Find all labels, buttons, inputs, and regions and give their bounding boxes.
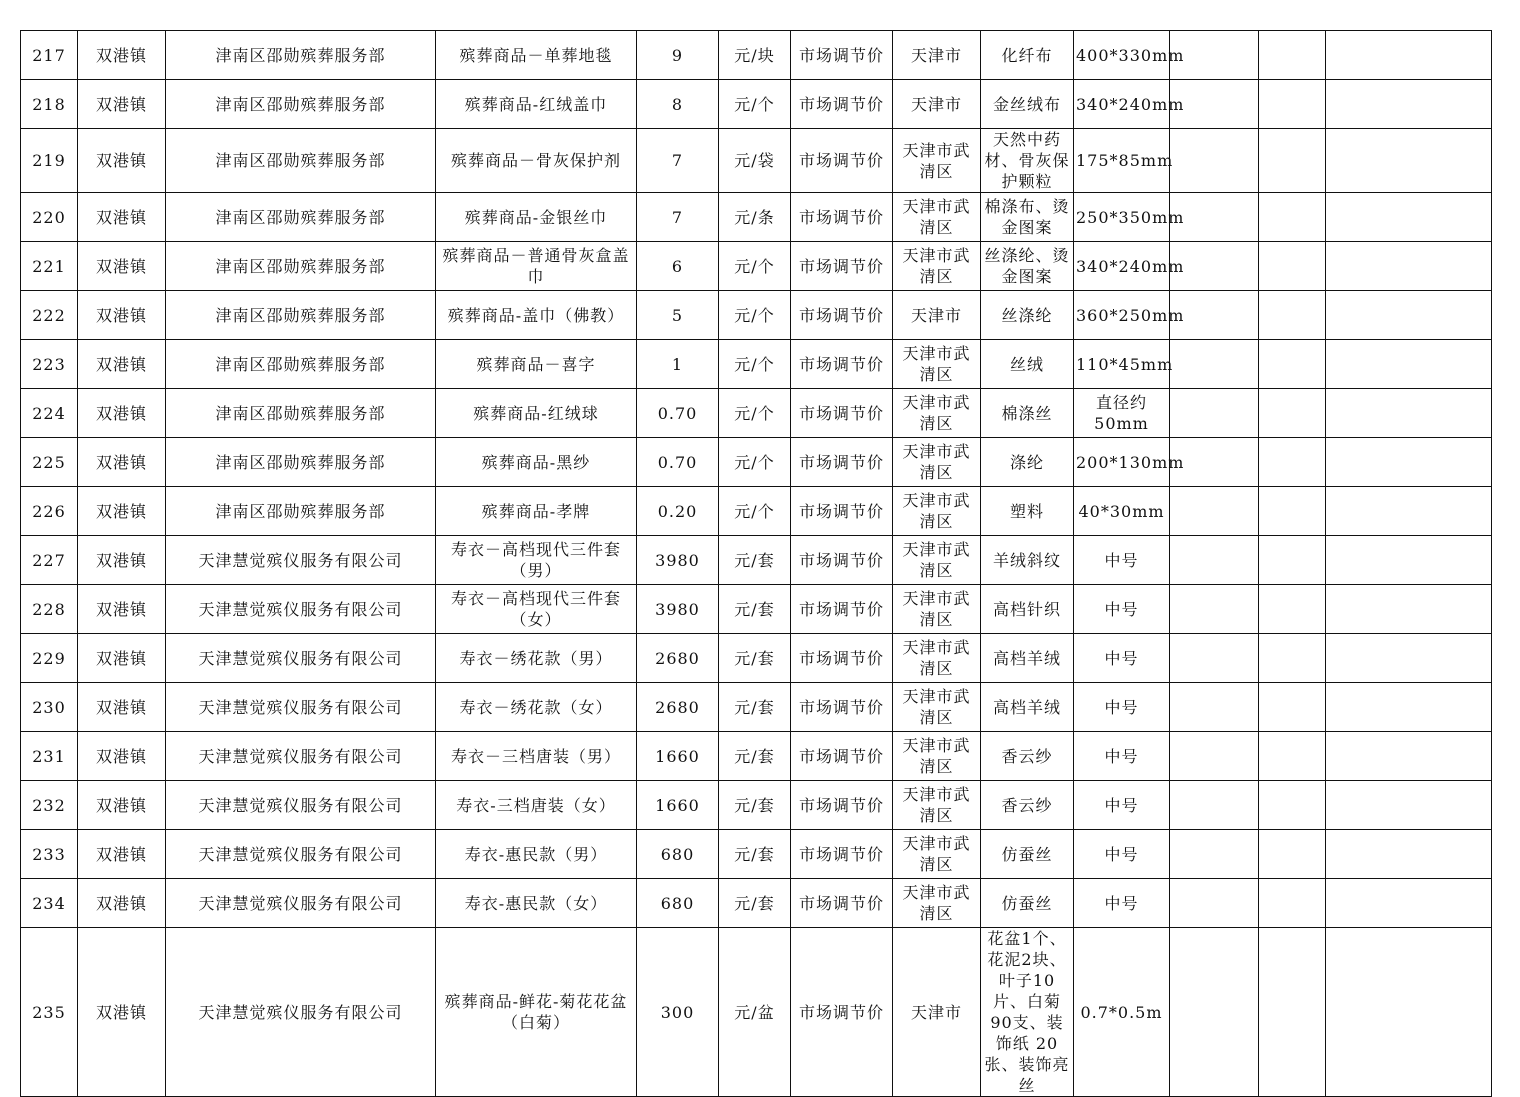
- origin-cell: 天津市武清区: [893, 340, 981, 389]
- material-cell: 高档针织: [981, 585, 1074, 634]
- company-cell: 天津慧觉殡仪服务有限公司: [166, 928, 436, 1097]
- row-number-cell: 231: [21, 732, 78, 781]
- origin-cell: 天津市武清区: [893, 193, 981, 242]
- price-cell: 2680: [637, 634, 719, 683]
- company-cell: 天津慧觉殡仪服务有限公司: [166, 732, 436, 781]
- empty-cell: [1259, 879, 1326, 928]
- table-row: [21, 291, 1492, 340]
- unit-cell: 元/个: [719, 291, 791, 340]
- table-row: [21, 31, 1492, 80]
- product-cell: 寿衣-惠民款（女）: [436, 879, 637, 928]
- company-cell: 津南区邵勋殡葬服务部: [166, 31, 436, 80]
- empty-cell: [1170, 340, 1259, 389]
- table-row: [21, 585, 1492, 634]
- origin-cell: 天津市武清区: [893, 438, 981, 487]
- unit-cell: 元/个: [719, 80, 791, 129]
- unit-cell: 元/套: [719, 830, 791, 879]
- price-type-cell: 市场调节价: [791, 291, 893, 340]
- material-cell: 羊绒斜纹: [981, 536, 1074, 585]
- table-row: [21, 193, 1492, 242]
- company-cell: 津南区邵勋殡葬服务部: [166, 340, 436, 389]
- town-cell: 双港镇: [78, 438, 166, 487]
- town-cell: 双港镇: [78, 193, 166, 242]
- product-cell: 殡葬商品-盖巾（佛教）: [436, 291, 637, 340]
- origin-cell: 天津市: [893, 928, 981, 1097]
- empty-cell: [1326, 80, 1492, 129]
- spec-cell: 中号: [1074, 683, 1170, 732]
- empty-cell: [1170, 129, 1259, 193]
- price-cell: 300: [637, 928, 719, 1097]
- product-cell: 寿衣-惠民款（男）: [436, 830, 637, 879]
- material-cell: 高档羊绒: [981, 634, 1074, 683]
- unit-cell: 元/个: [719, 438, 791, 487]
- row-number-cell: 232: [21, 781, 78, 830]
- empty-cell: [1326, 634, 1492, 683]
- origin-cell: 天津市武清区: [893, 781, 981, 830]
- empty-cell: [1326, 31, 1492, 80]
- origin-cell: 天津市武清区: [893, 242, 981, 291]
- company-cell: 津南区邵勋殡葬服务部: [166, 129, 436, 193]
- price-cell: 680: [637, 879, 719, 928]
- product-cell: 殡葬商品-金银丝巾: [436, 193, 637, 242]
- material-cell: 高档羊绒: [981, 683, 1074, 732]
- price-type-cell: 市场调节价: [791, 340, 893, 389]
- origin-cell: 天津市武清区: [893, 487, 981, 536]
- town-cell: 双港镇: [78, 242, 166, 291]
- empty-cell: [1326, 536, 1492, 585]
- unit-cell: 元/套: [719, 732, 791, 781]
- empty-cell: [1326, 389, 1492, 438]
- row-number-cell: 222: [21, 291, 78, 340]
- origin-cell: 天津市武清区: [893, 536, 981, 585]
- empty-cell: [1170, 928, 1259, 1097]
- spec-cell: 中号: [1074, 830, 1170, 879]
- empty-cell: [1326, 193, 1492, 242]
- company-cell: 天津慧觉殡仪服务有限公司: [166, 536, 436, 585]
- empty-cell: [1259, 732, 1326, 781]
- table-row: [21, 389, 1492, 438]
- material-cell: 天然中药材、骨灰保护颗粒: [981, 129, 1074, 193]
- table-row: [21, 928, 1492, 1097]
- empty-cell: [1170, 781, 1259, 830]
- unit-cell: 元/袋: [719, 129, 791, 193]
- empty-cell: [1326, 732, 1492, 781]
- empty-cell: [1326, 487, 1492, 536]
- price-cell: 3980: [637, 536, 719, 585]
- company-cell: 津南区邵勋殡葬服务部: [166, 193, 436, 242]
- town-cell: 双港镇: [78, 683, 166, 732]
- material-cell: 仿蚕丝: [981, 830, 1074, 879]
- origin-cell: 天津市武清区: [893, 732, 981, 781]
- product-cell: 寿衣－绣花款（女）: [436, 683, 637, 732]
- price-type-cell: 市场调节价: [791, 585, 893, 634]
- price-type-cell: 市场调节价: [791, 683, 893, 732]
- town-cell: 双港镇: [78, 879, 166, 928]
- spec-cell: 中号: [1074, 879, 1170, 928]
- empty-cell: [1326, 683, 1492, 732]
- row-number-cell: 233: [21, 830, 78, 879]
- empty-cell: [1326, 928, 1492, 1097]
- table-row: [21, 781, 1492, 830]
- product-cell: 寿衣－三档唐装（男）: [436, 732, 637, 781]
- product-cell: 殡葬商品-红绒球: [436, 389, 637, 438]
- empty-cell: [1259, 129, 1326, 193]
- product-cell: 寿衣-三档唐装（女）: [436, 781, 637, 830]
- empty-cell: [1326, 879, 1492, 928]
- spec-cell: 250*350mm: [1074, 193, 1170, 242]
- company-cell: 天津慧觉殡仪服务有限公司: [166, 830, 436, 879]
- spec-cell: 中号: [1074, 634, 1170, 683]
- empty-cell: [1259, 928, 1326, 1097]
- origin-cell: 天津市武清区: [893, 879, 981, 928]
- town-cell: 双港镇: [78, 830, 166, 879]
- company-cell: 津南区邵勋殡葬服务部: [166, 242, 436, 291]
- table-row: [21, 129, 1492, 193]
- product-cell: 殡葬商品-孝牌: [436, 487, 637, 536]
- empty-cell: [1326, 291, 1492, 340]
- row-number-cell: 230: [21, 683, 78, 732]
- price-cell: 1: [637, 340, 719, 389]
- table-row: [21, 487, 1492, 536]
- table-row: [21, 830, 1492, 879]
- spec-cell: 40*30mm: [1074, 487, 1170, 536]
- price-type-cell: 市场调节价: [791, 536, 893, 585]
- price-type-cell: 市场调节价: [791, 781, 893, 830]
- product-cell: 殡葬商品-黑纱: [436, 438, 637, 487]
- town-cell: 双港镇: [78, 536, 166, 585]
- unit-cell: 元/套: [719, 536, 791, 585]
- empty-cell: [1259, 683, 1326, 732]
- price-cell: 680: [637, 830, 719, 879]
- spec-cell: 中号: [1074, 585, 1170, 634]
- spec-cell: 中号: [1074, 732, 1170, 781]
- town-cell: 双港镇: [78, 928, 166, 1097]
- unit-cell: 元/个: [719, 389, 791, 438]
- unit-cell: 元/套: [719, 683, 791, 732]
- material-cell: 丝绒: [981, 340, 1074, 389]
- empty-cell: [1259, 487, 1326, 536]
- empty-cell: [1326, 340, 1492, 389]
- origin-cell: 天津市武清区: [893, 129, 981, 193]
- empty-cell: [1326, 585, 1492, 634]
- price-cell: 9: [637, 31, 719, 80]
- table-row: [21, 80, 1492, 129]
- empty-cell: [1259, 634, 1326, 683]
- price-cell: 2680: [637, 683, 719, 732]
- table-row: [21, 340, 1492, 389]
- town-cell: 双港镇: [78, 732, 166, 781]
- row-number-cell: 234: [21, 879, 78, 928]
- price-type-cell: 市场调节价: [791, 31, 893, 80]
- empty-cell: [1326, 438, 1492, 487]
- unit-cell: 元/个: [719, 242, 791, 291]
- empty-cell: [1326, 830, 1492, 879]
- price-cell: 7: [637, 129, 719, 193]
- town-cell: 双港镇: [78, 781, 166, 830]
- town-cell: 双港镇: [78, 389, 166, 438]
- row-number-cell: 229: [21, 634, 78, 683]
- empty-cell: [1170, 732, 1259, 781]
- spec-cell: 110*45mm: [1074, 340, 1170, 389]
- empty-cell: [1170, 879, 1259, 928]
- price-cell: 1660: [637, 781, 719, 830]
- table-row: [21, 242, 1492, 291]
- price-type-cell: 市场调节价: [791, 129, 893, 193]
- town-cell: 双港镇: [78, 585, 166, 634]
- spec-cell: 400*330mm: [1074, 31, 1170, 80]
- row-number-cell: 226: [21, 487, 78, 536]
- price-cell: 1660: [637, 732, 719, 781]
- origin-cell: 天津市武清区: [893, 830, 981, 879]
- town-cell: 双港镇: [78, 31, 166, 80]
- origin-cell: 天津市武清区: [893, 634, 981, 683]
- table-row: [21, 438, 1492, 487]
- company-cell: 天津慧觉殡仪服务有限公司: [166, 585, 436, 634]
- unit-cell: 元/套: [719, 585, 791, 634]
- row-number-cell: 225: [21, 438, 78, 487]
- empty-cell: [1259, 536, 1326, 585]
- empty-cell: [1259, 389, 1326, 438]
- price-cell: 5: [637, 291, 719, 340]
- table-row: [21, 536, 1492, 585]
- material-cell: 塑料: [981, 487, 1074, 536]
- material-cell: 涤纶: [981, 438, 1074, 487]
- row-number-cell: 224: [21, 389, 78, 438]
- price-type-cell: 市场调节价: [791, 487, 893, 536]
- town-cell: 双港镇: [78, 129, 166, 193]
- price-cell: 3980: [637, 585, 719, 634]
- price-cell: 0.70: [637, 438, 719, 487]
- origin-cell: 天津市: [893, 31, 981, 80]
- empty-cell: [1259, 781, 1326, 830]
- product-cell: 殡葬商品－骨灰保护剂: [436, 129, 637, 193]
- spec-cell: 0.7*0.5m: [1074, 928, 1170, 1097]
- material-cell: 金丝绒布: [981, 80, 1074, 129]
- empty-cell: [1170, 830, 1259, 879]
- spec-cell: 中号: [1074, 536, 1170, 585]
- empty-cell: [1259, 193, 1326, 242]
- town-cell: 双港镇: [78, 291, 166, 340]
- empty-cell: [1259, 291, 1326, 340]
- spec-cell: 200*130mm: [1074, 438, 1170, 487]
- origin-cell: 天津市武清区: [893, 683, 981, 732]
- table-row: [21, 683, 1492, 732]
- origin-cell: 天津市: [893, 291, 981, 340]
- empty-cell: [1170, 683, 1259, 732]
- unit-cell: 元/盆: [719, 928, 791, 1097]
- spec-cell: 直径约50mm: [1074, 389, 1170, 438]
- empty-cell: [1259, 340, 1326, 389]
- table-row: [21, 634, 1492, 683]
- empty-cell: [1259, 830, 1326, 879]
- spec-cell: 360*250mm: [1074, 291, 1170, 340]
- material-cell: 香云纱: [981, 732, 1074, 781]
- row-number-cell: 228: [21, 585, 78, 634]
- empty-cell: [1326, 129, 1492, 193]
- empty-cell: [1170, 487, 1259, 536]
- row-number-cell: 235: [21, 928, 78, 1097]
- town-cell: 双港镇: [78, 340, 166, 389]
- empty-cell: [1170, 585, 1259, 634]
- unit-cell: 元/块: [719, 31, 791, 80]
- table-body: [21, 31, 1492, 1097]
- product-cell: 殡葬商品-鲜花-菊花花盆（白菊）: [436, 928, 637, 1097]
- company-cell: 天津慧觉殡仪服务有限公司: [166, 683, 436, 732]
- material-cell: 仿蚕丝: [981, 879, 1074, 928]
- empty-cell: [1259, 80, 1326, 129]
- table-row: [21, 732, 1492, 781]
- price-type-cell: 市场调节价: [791, 830, 893, 879]
- product-cell: 殡葬商品－普通骨灰盒盖巾: [436, 242, 637, 291]
- spec-cell: 中号: [1074, 781, 1170, 830]
- company-cell: 天津慧觉殡仪服务有限公司: [166, 634, 436, 683]
- row-number-cell: 220: [21, 193, 78, 242]
- origin-cell: 天津市武清区: [893, 585, 981, 634]
- spec-cell: 340*240mm: [1074, 80, 1170, 129]
- table-row: [21, 879, 1492, 928]
- spec-cell: 175*85mm: [1074, 129, 1170, 193]
- material-cell: 花盆1个、花泥2块、叶子10片、白菊90支、装饰纸 20 张、装饰亮丝: [981, 928, 1074, 1097]
- price-type-cell: 市场调节价: [791, 193, 893, 242]
- empty-cell: [1259, 438, 1326, 487]
- price-type-cell: 市场调节价: [791, 879, 893, 928]
- price-type-cell: 市场调节价: [791, 242, 893, 291]
- origin-cell: 天津市武清区: [893, 389, 981, 438]
- price-cell: 6: [637, 242, 719, 291]
- empty-cell: [1170, 634, 1259, 683]
- company-cell: 天津慧觉殡仪服务有限公司: [166, 781, 436, 830]
- unit-cell: 元/个: [719, 340, 791, 389]
- price-cell: 8: [637, 80, 719, 129]
- empty-cell: [1170, 389, 1259, 438]
- price-cell: 7: [637, 193, 719, 242]
- product-cell: 寿衣－高档现代三件套（女）: [436, 585, 637, 634]
- row-number-cell: 221: [21, 242, 78, 291]
- company-cell: 津南区邵勋殡葬服务部: [166, 389, 436, 438]
- price-type-cell: 市场调节价: [791, 389, 893, 438]
- price-cell: 0.20: [637, 487, 719, 536]
- product-cell: 殡葬商品－喜字: [436, 340, 637, 389]
- empty-cell: [1259, 242, 1326, 291]
- empty-cell: [1259, 585, 1326, 634]
- material-cell: 丝涤纶、烫金图案: [981, 242, 1074, 291]
- company-cell: 津南区邵勋殡葬服务部: [166, 291, 436, 340]
- material-cell: 丝涤纶: [981, 291, 1074, 340]
- company-cell: 津南区邵勋殡葬服务部: [166, 487, 436, 536]
- town-cell: 双港镇: [78, 634, 166, 683]
- empty-cell: [1259, 31, 1326, 80]
- product-cell: 殡葬商品-红绒盖巾: [436, 80, 637, 129]
- price-type-cell: 市场调节价: [791, 634, 893, 683]
- product-cell: 殡葬商品－单葬地毯: [436, 31, 637, 80]
- product-cell: 寿衣－高档现代三件套（男）: [436, 536, 637, 585]
- row-number-cell: 217: [21, 31, 78, 80]
- empty-cell: [1326, 781, 1492, 830]
- material-cell: 化纤布: [981, 31, 1074, 80]
- price-table: [20, 30, 1492, 1097]
- row-number-cell: 218: [21, 80, 78, 129]
- empty-cell: [1326, 242, 1492, 291]
- material-cell: 棉涤丝: [981, 389, 1074, 438]
- unit-cell: 元/套: [719, 634, 791, 683]
- company-cell: 津南区邵勋殡葬服务部: [166, 80, 436, 129]
- price-cell: 0.70: [637, 389, 719, 438]
- row-number-cell: 219: [21, 129, 78, 193]
- empty-cell: [1170, 536, 1259, 585]
- price-type-cell: 市场调节价: [791, 928, 893, 1097]
- unit-cell: 元/套: [719, 781, 791, 830]
- material-cell: 棉涤布、烫金图案: [981, 193, 1074, 242]
- origin-cell: 天津市: [893, 80, 981, 129]
- spec-cell: 340*240mm: [1074, 242, 1170, 291]
- unit-cell: 元/条: [719, 193, 791, 242]
- price-type-cell: 市场调节价: [791, 438, 893, 487]
- company-cell: 津南区邵勋殡葬服务部: [166, 438, 436, 487]
- row-number-cell: 223: [21, 340, 78, 389]
- company-cell: 天津慧觉殡仪服务有限公司: [166, 879, 436, 928]
- product-cell: 寿衣－绣花款（男）: [436, 634, 637, 683]
- unit-cell: 元/套: [719, 879, 791, 928]
- row-number-cell: 227: [21, 536, 78, 585]
- town-cell: 双港镇: [78, 80, 166, 129]
- unit-cell: 元/个: [719, 487, 791, 536]
- price-type-cell: 市场调节价: [791, 80, 893, 129]
- town-cell: 双港镇: [78, 487, 166, 536]
- material-cell: 香云纱: [981, 781, 1074, 830]
- price-type-cell: 市场调节价: [791, 732, 893, 781]
